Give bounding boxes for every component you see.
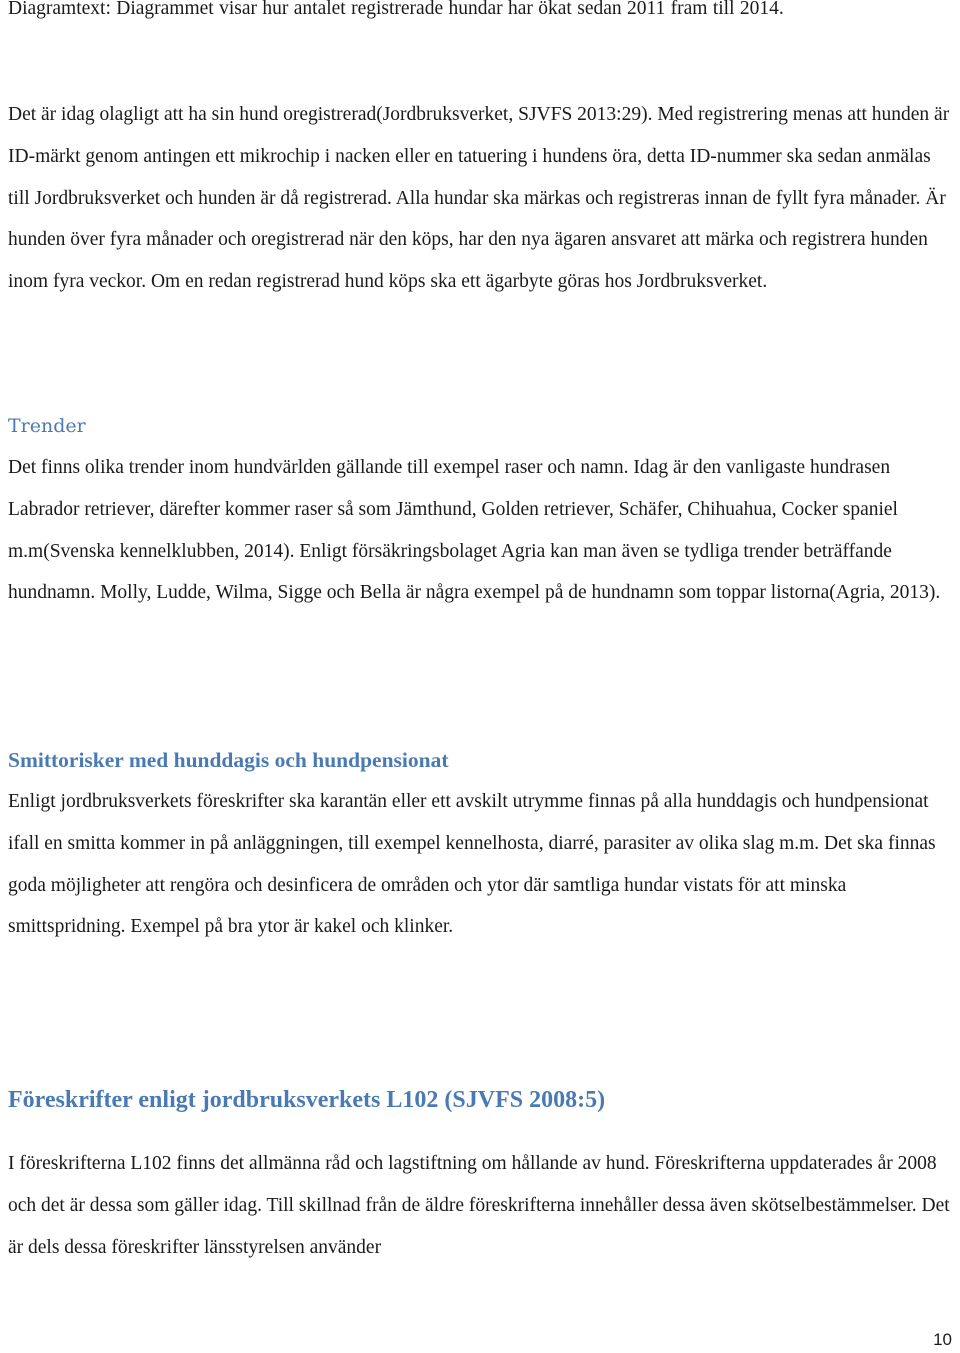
heading-trender: Trender — [8, 415, 86, 437]
paragraph-smittorisker: Enligt jordbruksverkets föreskrifter ska karantän eller ett avskilt utrymme finnas på alla hunddagis och hundpensionat ifall en smitta kommer in på anläggningen, till exempel kennelhosta, diarré, parasiter av olika slag m.m. Det ska finnas goda möjligheter att rengöra och desinficera de områden och ytor där samtliga hundar vistats för att minska smittspridning. Exempel på bra ytor är kakel och klinker. — [8, 791, 936, 938]
paragraph-registration: Det är idag olagligt att ha sin hund oregistrerad(Jordbruksverket, SJVFS 2013:29). Med registrering menas att hunden är ID-märkt genom antingen ett mikrochip i nacken eller en tatuering i hundens öra, detta ID-nummer ska sedan anmälas till Jordbruksverket och hunden är då registrerad. Alla hundar ska märkas och registreras innan de fyllt fyra månader. Är hunden över fyra månader och oregistrerad när den köps, har den nya ägaren ansvaret att märka och registrera hunden inom fyra veckor. Om en redan registrerad hund köps ska ett ägarbyte göras hos Jordbruksverket. — [8, 104, 950, 293]
heading-smittorisker: Smittorisker med hunddagis och hundpensionat — [8, 748, 449, 772]
page-number: 10 — [933, 1330, 952, 1349]
paragraph-trender: Det finns olika trender inom hundvärlden gällande till exempel raser och namn. Idag är den vanligaste hundrasen Labrador retriever, därefter kommer raser så som Jämthund, Golden retriever, Schäfer, Chihuahua, Cocker spaniel m.m(Svenska kennelklubben, 2014). Enligt försäkringsbolaget Agria kan man även se tydliga trender beträffande hundnamn. Molly, Ludde, Wilma, Sigge och Bella är några exempel på de hundnamn som toppar listorna(Agria, 2013). — [8, 457, 941, 604]
heading-foreskrifter: Föreskrifter enligt jordbruksverkets L102 (SJVFS 2008:5) — [8, 1087, 606, 1113]
paragraph-foreskrifter: I föreskrifterna L102 finns det allmänna råd och lagstiftning om hållande av hund. Föreskrifterna uppdaterades år 2008 och det är dessa som gäller idag. Till skillnad från de äldre föreskrifterna innehåller dessa även skötselbestämmelser. Det är dels dessa föreskrifter länsstyrelsen använder — [8, 1153, 950, 1258]
figure-caption: Diagramtext: Diagrammet visar hur antalet registrerade hundar har ökat sedan 2011 fram till 2014. — [8, 0, 784, 19]
